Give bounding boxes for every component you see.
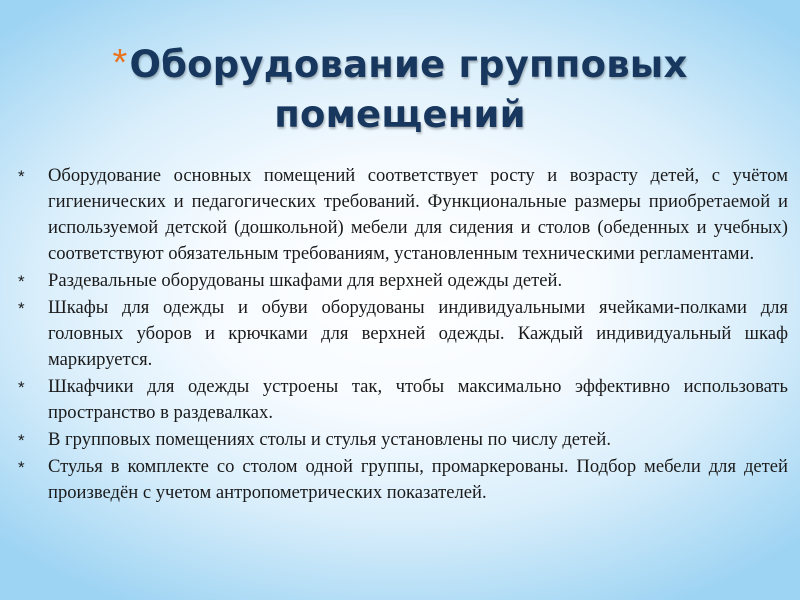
slide-title-text: Оборудование групповых помещений (129, 43, 688, 136)
bullet-text: Шкафы для одежды и обуви оборудованы индивидуальными ячейками-полками для головных уборов и крючками для верхней одежды. Каждый индивидуальный шкаф маркируется. (48, 297, 788, 370)
bullet-marker: * (18, 299, 25, 318)
bullet-text: Раздевальные оборудованы шкафами для верхней одежды детей. (48, 270, 563, 291)
bullet-text: Оборудование основных помещений соответствует росту и возрасту детей, с учётом гигиенических и педагогических требований. Функциональные размеры приобретаемой и используемой детской (дошкольной) мебели для сидения и столов (обеденных и учебных) соответствуют обязательным требованиям, установленным техническими регламентами. (48, 165, 788, 264)
bullet-list (18, 163, 788, 507)
bullet-text: Стулья в комплекте со столом одной группы, промаркерованы. Подбор мебели для детей произведён с учетом антропометрических показателей. (48, 456, 788, 503)
bullet-marker: * (18, 458, 25, 477)
bullet-item (18, 268, 788, 294)
bullet-item (18, 454, 788, 506)
bullet-text: В групповых помещениях столы и стулья установлены по числу детей. (48, 429, 612, 450)
title-marker: * (112, 42, 128, 84)
bullet-item (18, 163, 788, 267)
bullet-item (18, 295, 788, 373)
bullet-marker: * (18, 272, 25, 291)
bullet-text: Шкафчики для одежды устроены так, чтобы максимально эффективно использовать пространство в раздевалках. (48, 376, 788, 423)
bullet-item (18, 374, 788, 426)
slide-title (40, 40, 760, 140)
bullet-item (18, 427, 788, 453)
bullet-marker: * (18, 167, 25, 186)
bullet-marker: * (18, 431, 25, 450)
bullet-marker: * (18, 378, 25, 397)
